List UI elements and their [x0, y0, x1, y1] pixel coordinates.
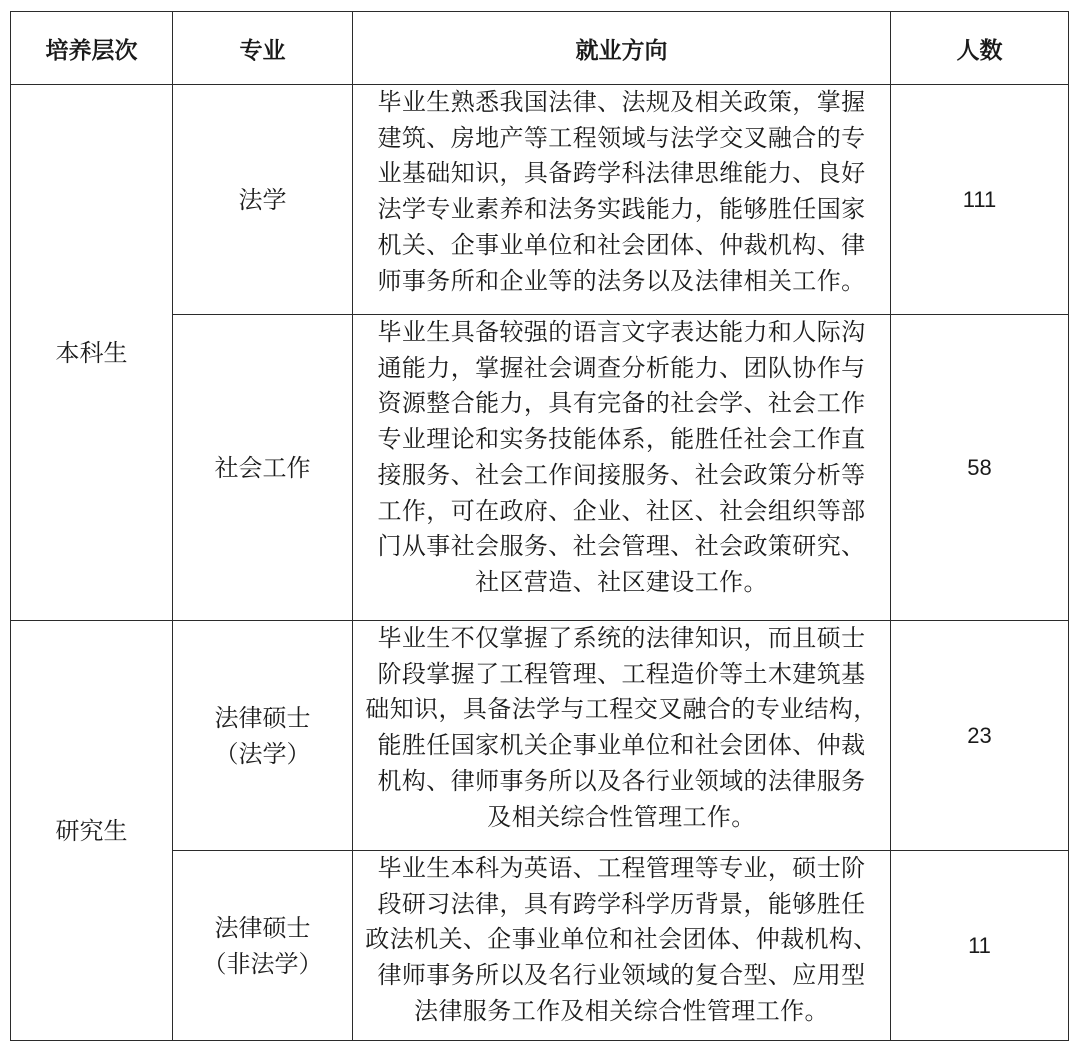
header-level: 培养层次 [11, 12, 173, 85]
count-cell: 11 [891, 851, 1069, 1041]
major-cell [173, 851, 353, 1041]
direction-cell [353, 85, 891, 315]
direction-line: 接服务、社会工作间接服务、社会政策分析等 [377, 460, 866, 489]
header-row [11, 12, 1069, 85]
direction-cell [353, 621, 891, 851]
direction-line: 法律服务工作及相关综合性管理工作。 [414, 996, 829, 1025]
direction-line: 能胜任国家机关企事业单位和社会团体、仲裁 [377, 731, 866, 760]
major-label: 社会工作 [214, 453, 311, 482]
header-direction: 就业方向 [353, 12, 891, 85]
count-cell: 111 [891, 85, 1069, 315]
employment-table [10, 11, 1069, 1041]
direction-line: 毕业生不仅掌握了系统的法律知识，而且硕士 [377, 624, 866, 652]
major-label: 法律硕士 [214, 703, 311, 732]
level-label: 研究生 [55, 816, 128, 845]
direction-line: 阶段掌握了工程管理、工程造价等土木建筑基 [377, 659, 866, 688]
count-cell: 23 [891, 621, 1069, 851]
direction-line: 毕业生本科为英语、工程管理等专业，硕士阶 [377, 854, 866, 882]
direction-line: 社区营造、社区建设工作。 [475, 567, 768, 596]
major-cell [173, 621, 353, 851]
direction-line: 政法机关、企事业单位和社会团体、仲裁机构、 [365, 925, 878, 954]
direction-line: 机关、企事业单位和社会团体、仲裁机构、律 [377, 230, 866, 259]
direction-line: 毕业生熟悉我国法律、法规及相关政策，掌握 [377, 88, 866, 116]
direction-line: 段研习法律，具有跨学科学历背景，能够胜任 [377, 889, 866, 918]
direction-line: 工作，可在政府、企业、社区、社会组织等部 [377, 496, 866, 525]
level-label: 本科生 [55, 338, 128, 367]
direction-line: 建筑、房地产等工程领域与法学交叉融合的专 [377, 123, 866, 152]
direction-line: 及相关综合性管理工作。 [487, 802, 756, 831]
employment-table-container [10, 11, 1069, 1041]
table-row [11, 621, 1069, 851]
direction-cell [353, 851, 891, 1041]
count-cell: 58 [891, 315, 1069, 621]
major-label: 法学 [238, 185, 287, 214]
direction-line: 法学专业素养和法务实践能力，能够胜任国家 [377, 195, 866, 224]
major-cell [173, 85, 353, 315]
direction-line: 师事务所和企业等的法务以及法律相关工作。 [377, 266, 866, 295]
direction-line: 机构、律师事务所以及各行业领域的法律服务 [377, 766, 866, 795]
direction-cell [353, 315, 891, 621]
direction-line: 律师事务所以及名行业领域的复合型、应用型 [377, 961, 866, 990]
level-cell-undergraduate [11, 85, 173, 621]
direction-line: 通能力，掌握社会调查分析能力、团队协作与 [377, 353, 866, 382]
direction-line: 门从事社会服务、社会管理、社会政策研究、 [377, 532, 866, 561]
direction-line: 业基础知识，具备跨学科法律思维能力、良好 [377, 159, 866, 188]
header-major: 专业 [173, 12, 353, 85]
major-label: 法律硕士 [214, 913, 311, 942]
major-label: （非法学） [202, 949, 323, 978]
direction-line: 础知识，具备法学与工程交叉融合的专业结构， [365, 695, 878, 724]
direction-line: 资源整合能力，具有完备的社会学、社会工作 [377, 389, 866, 418]
major-label: （法学） [214, 739, 311, 768]
direction-line: 毕业生具备较强的语言文字表达能力和人际沟 [377, 318, 866, 346]
level-cell-graduate [11, 621, 173, 1041]
table-row [11, 85, 1069, 315]
header-count: 人数 [891, 12, 1069, 85]
direction-line: 专业理论和实务技能体系，能胜任社会工作直 [377, 425, 866, 454]
major-cell [173, 315, 353, 621]
